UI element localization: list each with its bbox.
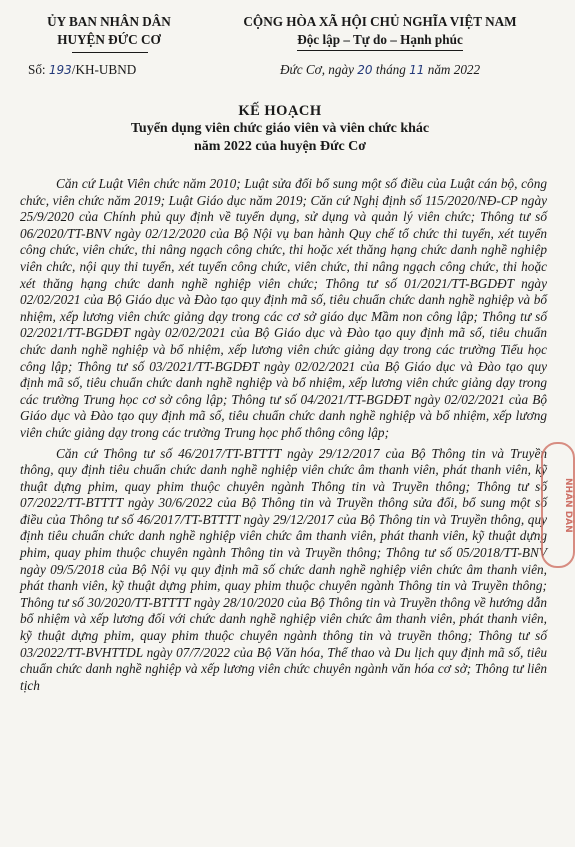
org-line-1: ỦY BAN NHÂN DÂN	[47, 14, 171, 29]
document-body	[20, 176, 547, 698]
doc-number-suffix: /KH-UBND	[71, 62, 137, 77]
body-paragraph: Căn cứ Luật Viên chức năm 2010; Luật sửa đổi bổ sung một số điều của Luật cán bộ, công chức, viên chức năm 2019; Luật Giáo dục năm 2019; Căn cứ Nghị định số 115/2020/NĐ-CP ngày 25/9/2020 của Chính phủ quy định về tuyển dụng, sử dụng và quản lý viên chức; Thông tư số 06/2020/TT-BNV ngày 02/12/2020 của Bộ Nội vụ ban hành Quy chế tổ chức thi tuyển, xét tuyển công chức, viên chức, thi nâng ngạch công chức, thi hoặc xét thăng hạng chức danh nghề nghiệp viên chức, nội quy thi tuyển, xét tuyển công chức, viên chức, thi nâng ngạch công chức, thi hoặc xét thăng hạng chức danh nghề nghiệp viên chức; Thông tư số 01/2021/TT-BGDĐT ngày 02/02/2021 của Bộ Giáo dục và Đào tạo quy định mã số, tiêu chuẩn chức danh nghề nghiệp và bổ nhiệm, xếp lương viên chức giảng dạy trong các cơ sở giáo dục Mầm non công lập; Thông tư số 02/2021/TT-BGDĐT ngày 02/02/2021 của Bộ Giáo dục và Đào tạo quy định mã số, tiêu chuẩn chức danh nghề nghiệp và bổ nhiệm, xếp lương viên chức giảng dạy trong các trường Tiểu học công lập; Thông tư số 03/2021/TT-BGDĐT ngày 02/02/2021 của Bộ Giáo dục và Đào tạo quy định mã số, tiêu chuẩn chức danh nghề nghiệp và bổ nhiệm, xếp lương viên chức giảng dạy trong các trường Trung học cơ sở công lập; Thông tư số 04/2021/TT-BGDĐT ngày 02/02/2021 của Bộ Giáo dục và Đào tạo quy định mã số, tiêu chuẩn chức danh nghề nghiệp và bổ nhiệm, xếp lương viên chức giảng dạy trong các trường Trung học phổ thông công lập;	[20, 176, 547, 440]
body-paragraph: Căn cứ Thông tư số 46/2017/TT-BTTTT ngày 29/12/2017 của Bộ Thông tin và Truyền thông, quy định tiêu chuẩn chức danh nghề nghiệp viên chức âm thanh viên, phát thanh viên, kỹ thuật dựng phim, quay phim thuộc chuyên ngành Thông tin và Truyền thông; Thông tư số 07/2022/TT-BTTTT ngày 30/6/2022 của Bộ Thông tin và Truyền thông sửa đổi, bổ sung một số điều của Thông tư số 46/2017/TT-BTTTT ngày 29/12/2017 của Bộ Thông tin và Truyền thông, quy định tiêu chuẩn chức danh nghề nghiệp viên chức âm thanh viên, phát thanh viên, kỹ thuật dựng phim, quay phim thuộc chuyên ngành Thông tin và Truyền thông; Thông tư số 05/2018/TT-BNV ngày 09/5/2018 của Bộ Nội vụ quy định mã số chức danh nghề nghiệp viên chức âm thanh viên, phát thanh viên, kỹ thuật dựng phim, quay phim thuộc chuyên ngành Thông tin và Truyền thông; Thông tư số 30/2020/TT-BTTTT ngày 28/10/2020 của Bộ Thông tin và Truyền thông về hướng dẫn bổ nhiệm và xếp lương đối với chức danh nghề nghiệp viên chức âm thanh viên, phát thanh viên, kỹ thuật dựng phim, quay phim thuộc chuyên ngành thông tin và truyền thông; Thông tư số 03/2022/TT-BVHTTDL ngày 07/7/2022 của Bộ Văn hóa, Thể thao và Du lịch quy định mã số, tiêu chuẩn chức danh nghề nghiệp và xếp lương viên chức chuyên ngành văn hóa cơ sở; Thông tư liên tịch	[20, 445, 547, 693]
place-and-date	[280, 62, 480, 78]
date-month-label: tháng	[375, 62, 406, 77]
doc-number-prefix: Số:	[28, 62, 46, 77]
date-day-handwritten: 20	[357, 63, 373, 77]
issuing-authority	[14, 13, 204, 49]
org-line-2: HUYỆN ĐỨC CƠ	[57, 32, 161, 47]
national-motto: Độc lập – Tự do – Hạnh phúc	[297, 31, 463, 51]
national-header	[206, 13, 554, 51]
document-subtitle-2: năm 2022 của huyện Đức Cơ	[193, 139, 367, 154]
stamp-text: NHÂN DÂN	[563, 477, 573, 533]
date-month-handwritten: 11	[409, 63, 425, 77]
document-subtitle-1: Tuyển dụng viên chức giáo viên và viên chức khác	[130, 121, 430, 136]
document-number	[28, 62, 136, 78]
header-underline-left	[72, 52, 148, 53]
document-title: KẾ HOẠCH	[238, 103, 322, 119]
official-seal-stamp	[541, 442, 575, 568]
doc-number-handwritten: 193	[48, 63, 72, 77]
nation-name: CỘNG HÒA XÃ HỘI CHỦ NGHĨA VIỆT NAM	[243, 14, 517, 29]
date-year: năm 2022	[427, 62, 481, 77]
date-prefix: Đức Cơ, ngày	[280, 62, 354, 77]
